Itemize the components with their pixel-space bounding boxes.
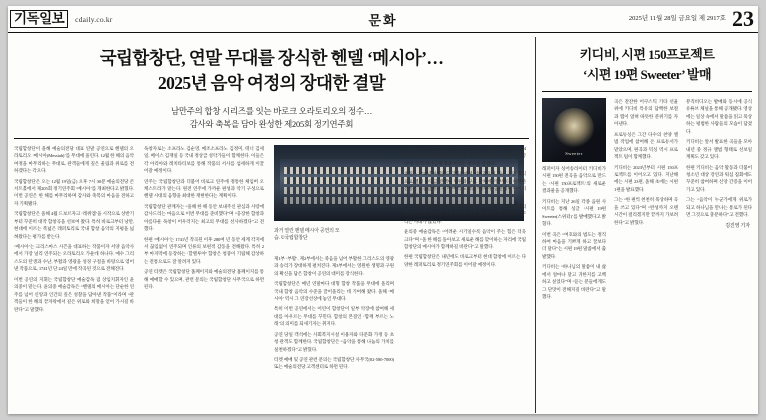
page-number: 23 [732, 6, 754, 31]
photo-caption-wrap [274, 225, 354, 243]
paragraph: 이번 공연의 지휘는 국립합창단 예술감독 겸 상임지휘자인 윤의중이 맡는다. 윤의중 예술감독은 “헨델의 메시아는 단순한 연주를 넘어 신앙과 인간의 깊은 성찰을 담아낸 작품”이라며 “관객들이 한 해의 끝자락에서 깊은 위로와 희망을 얻어 가시길 바란다”고 말했다. [14, 276, 134, 312]
paragraph: 한편 키디비는 음악 활동과 더불어 청소년 대상 강연과 워십 집회에도 꾸준히 참여하며 신앙 간증을 이어가고 있다. [686, 164, 752, 192]
main-column-2 [144, 145, 264, 414]
main-subhead-line2: 감사와 축복을 담아 완성한 제205회 정기연주회 [189, 119, 354, 129]
paragraph: 한편 ‘메시아’는 1741년 작곡된 이후 280여 년 동안 세계 각지에서 끊임없이 연주되며 인류의 보편적 감동을 전해왔다. 특히 2부 마지막에 등장하는 ‘할렐루야’ 합창은 청중이 기립해 감상하는 전통으로도 잘 알려져 있다. [144, 236, 264, 264]
side-article [542, 37, 752, 413]
paragraph: 키디비는 앞서 발표한 곡들을 모아 내년 중 정규 앨범 형태로 선보일 계획도 갖고 있다. [686, 139, 752, 160]
paragraph: 특히 이번 공연에서는 어린이 합창단이 일부 악장에 참여해 세대를 아우르는 무대를 꾸민다. 합창의 본질인 ‘함께 부르는 노래’의 의미를 되새기자는 취지다. [274, 306, 394, 327]
paragraph: 독창자로는 소프라노 김순영, 메조소프라노 김정미, 테너 김세일, 베이스 김재일 등 국내 정상급 성악가들이 함께한다. 이들은 각 아리아와 레치타티보를 통해 작품의 서사를 섬세하게 이끌어갈 예정이다. [144, 145, 264, 174]
album-glow [554, 108, 594, 148]
paragraph: 래퍼이자 싱어송라이터 키디비가 시편 150편 전곡을 음악으로 만드는 ‘시편 150프로젝트’의 새로운 결과물을 공개했다. [542, 166, 606, 194]
side-article-byline: 김진영 기자 [725, 223, 750, 229]
paragraph: 한편 국립합창단은 내년에도 바로크부터 현대 합창에 이르는 다양한 레퍼토리로 정기연주회를 이어갈 예정이다. [404, 254, 526, 267]
side-column-3 [686, 98, 752, 398]
paragraph: 국립합창단은 오는 12월 19일(금) 오후 7시 30분 예술의전당 콘서트홀에서 제205회 정기연주회 ‘메시아’를 개최한다고 밝혔다. 이번 공연은 한 해를 마무리하며 감사와 축복의 마음을 전하고자 기획됐다. [14, 178, 134, 206]
main-column-1 [14, 145, 134, 414]
page-content [8, 33, 758, 414]
publication-logo: 기독일보 [10, 10, 68, 28]
main-article [14, 37, 529, 413]
paragraph: 키디비는 “하나님의 말씀이 내 삶에서 얼마나 달고 귀한지를 고백하고 싶었다”며 “듣는 분들에게도 그 단맛이 전해지길 바란다”고 말했다. [542, 264, 606, 299]
main-subhead [14, 103, 529, 139]
column-divider [535, 37, 536, 413]
paragraph: 프로듀싱은 그간 다수의 찬양 앨범 작업에 참여해 온 프로듀서가 맡았으며, 편곡과 믹싱 역시 프로젝트 팀이 함께했다. [614, 131, 678, 160]
masthead-right [629, 6, 754, 32]
paragraph: 국내에서는 1940년대부터 연말 ‘메시아’ 공연이 시작돼 하나의 문화로 자리 잡았다. 특히 교회와 전문 합창단이 함께 무대를 꾸리는 사례가 많았다. [404, 203, 526, 224]
issue-info: 2025년 11월 28일 금요일 제 2917호 [628, 15, 726, 23]
main-headline-line1: 국립합창단, 연말 무대를 장식한 헨델 ‘메시아’… [99, 48, 444, 68]
photo-caption: 과거 열린 헨델 메시아 공연의 모습. ©국립합창단 [274, 228, 340, 242]
paragraph: 연주는 국립합창단과 더불어 바로크 연주에 정통한 체임버 오케스트라가 맡는다. 원전 연주에 가까운 편성과 악기 구성으로 헨델 시대의 음향을 최대한 재현한다는 계획이다. [144, 178, 264, 199]
paragraph: 이번 곡은 “여호와의 법도는 정직하여 마음을 기쁘게 하고 꿀보다 더 달다”는 시편 19편 말씀에서 출발했다. [542, 231, 606, 259]
paragraph: 윤의중 예술감독은 “어려운 시기일수록 음악이 주는 힘은 더욱 크다”며 “올 한 해를 돌아보고 새로운 해를 맞이하는 자리에 국립합창단의 메시아가 함께하길 바란다”고 말했다. [404, 229, 526, 250]
section-title: 문화 [368, 12, 398, 28]
paragraph: ‘메시아’는 크리스마스 시즌을 대표하는 작품이자 서양 음악사에서 가장 널리 연주되는 오라토리오 가운데 하나다. 예수 그리스도의 탄생과 수난, 부활과 영광을 성경 구절을 바탕으로 엮어낸 작품으로, 1741년 단 24일 만에 작곡된 것으로 전해진다. [14, 244, 134, 272]
paragraph: 제1부 ‘부활’, 제2부에서는 죽음을 넘어 부활한 그리스도의 영광과 승리가 장대하게 펼쳐진다. 제3부에서는 영원한 생명과 구원의 확신을 담은 합창이 공연의 대미를 장식한다. [274, 255, 394, 276]
paragraph: 국립합창단은 매년 연말마다 대형 합창 작품을 무대에 올리며 국내 합창 음악의 수준을 끌어올리는 데 기여해 왔다. 올해 ‘메시아’ 역시 그 연장선상에 놓인 무대다. [274, 281, 394, 301]
paragraph: 키디비는 2023년부터 시편 150프로젝트를 이어오고 있다. 지난해에는 시편 23편, 올해 초에는 시편 1편을 발표했다. [614, 164, 678, 192]
paragraph: 키디비는 지난 26일 각종 음원 사이트를 통해 싱글 ‘시편 19편 Sweeter(스위터)’를 발매했다고 밝혔다. [542, 198, 606, 227]
paragraph: 국립합창단이 올해 예술의전당 대표 연말 공연으로 헨델의 오라토리오 ‘메시아(Messiah)’를 무대에 올린다. 12월 한 해의 음악 여정을 마무리하는 무대로, 관객들에게 깊은 울림과 위로를 전하겠다는 각오다. [14, 145, 134, 174]
paragraph: 국립합창단 관계자는 “올해 한 해 동안 보내주신 관심과 사랑에 감사드리는 마음으로 이번 무대를 준비했다”며 “웅장한 합창과 아름다운 독창이 어우러지는 최고의 무대를 선사하겠다”고 전했다. [144, 203, 264, 232]
side-headline [542, 37, 752, 92]
side-column-2 [614, 98, 678, 398]
side-headline-line2: ‘시편 19편 Sweeter’ 발매 [583, 66, 711, 82]
masthead [8, 6, 758, 33]
paragraph: ‘메시아’는 헨델이 인생에서 가장 어려운 시기를 보내던 중 단 24일 만에 완성한 작품으로 알려져 있다. 작곡가는 악보의 마지막 장에 ‘오직 하나님께 영광’이라는 문구를 남겼다. [404, 145, 526, 166]
side-headline-line1: 키디비, 시편 150프로젝트 [579, 47, 715, 62]
album-cover-image [542, 98, 606, 162]
album-title-text: Sweeter [565, 150, 583, 156]
paragraph: 그는 “음악이 누군가에게 위로가 되고 하나님을 만나는 통로가 된다면 그것으로 충분하다”고 전했다. [686, 197, 752, 218]
paragraph: 공연 티켓은 국립합창단 홈페이지와 예술의전당 홈페이지를 통해 예매할 수 있으며, 관련 문의는 국립합창단 사무국으로 하면 된다. [144, 269, 264, 290]
side-column-1 [542, 98, 606, 398]
newspaper-page [8, 6, 758, 414]
paragraph: 국립합창단은 올해 4월 드보르자크 ‘레퀴엠’을 시작으로 상반기부터 꾸준히 대작 합창곡을 선보여 왔다. 특히 바로크부터 낭만, 현대에 이르는 폭넓은 레퍼토리로 국내 합창 음악의 지평을 넓혀왔다는 평가를 받는다. [14, 211, 134, 239]
main-headline [14, 37, 529, 103]
paragraph: 티켓 예매 및 공연 관련 문의는 국립합창단 사무국(02-580-7000) 또는 예술의전당 고객센터로 하면 된다. [274, 357, 394, 370]
publication-url: cdaily.co.kr [75, 14, 113, 24]
main-column-3 [274, 255, 394, 414]
side-article-columns [542, 98, 752, 398]
paragraph: 뮤직비디오는 발매와 동시에 공식 유튜브 채널을 통해 공개됐다. 영상에는 일상 속에서 말씀을 읽고 묵상하는 평범한 사람들의 모습이 담겼다. [686, 99, 752, 134]
paragraph: 그는 “한 편씩 천천히 묵상하며 곡을 쓰고 있다”며 “완성까지 오랜 시간이 걸리겠지만 끝까지 가보려 한다”고 밝혔다. [614, 197, 678, 225]
main-article-columns [14, 145, 529, 414]
main-headline-line2: 2025년 음악 여정의 장대한 결말 [157, 73, 386, 94]
paragraph: 공연 당일 객석에는 사회복지시설 이용자와 다문화 가정 등 초청 관객도 함께한다. 국립합창단은 “음악을 통해 나눔의 가치를 실천하겠다”고 밝혔다. [274, 331, 394, 352]
paragraph: 곡은 잔잔한 어쿠스틱 기타 선율 위에 키디비 특유의 담백한 보컬과 랩이 얹혀 따뜻한 분위기를 자아낸다. [614, 99, 678, 127]
paragraph: 초연은 1742년 아일랜드 더블린에서 이뤄졌으며, 자선 공연 형식으로 열려 수익금 전액이 병원과 구호 단체에 기부됐다. 이러한 전통은 오늘날까지 세계 여러 도시의 ‘메시아’ 공연에서 이어지고 있다. [404, 171, 526, 199]
main-column-4 [404, 145, 526, 414]
main-subhead-line1: 남만주의 합창 시리즈를 잇는 바로크 오라토리오의 정수… [170, 106, 372, 116]
